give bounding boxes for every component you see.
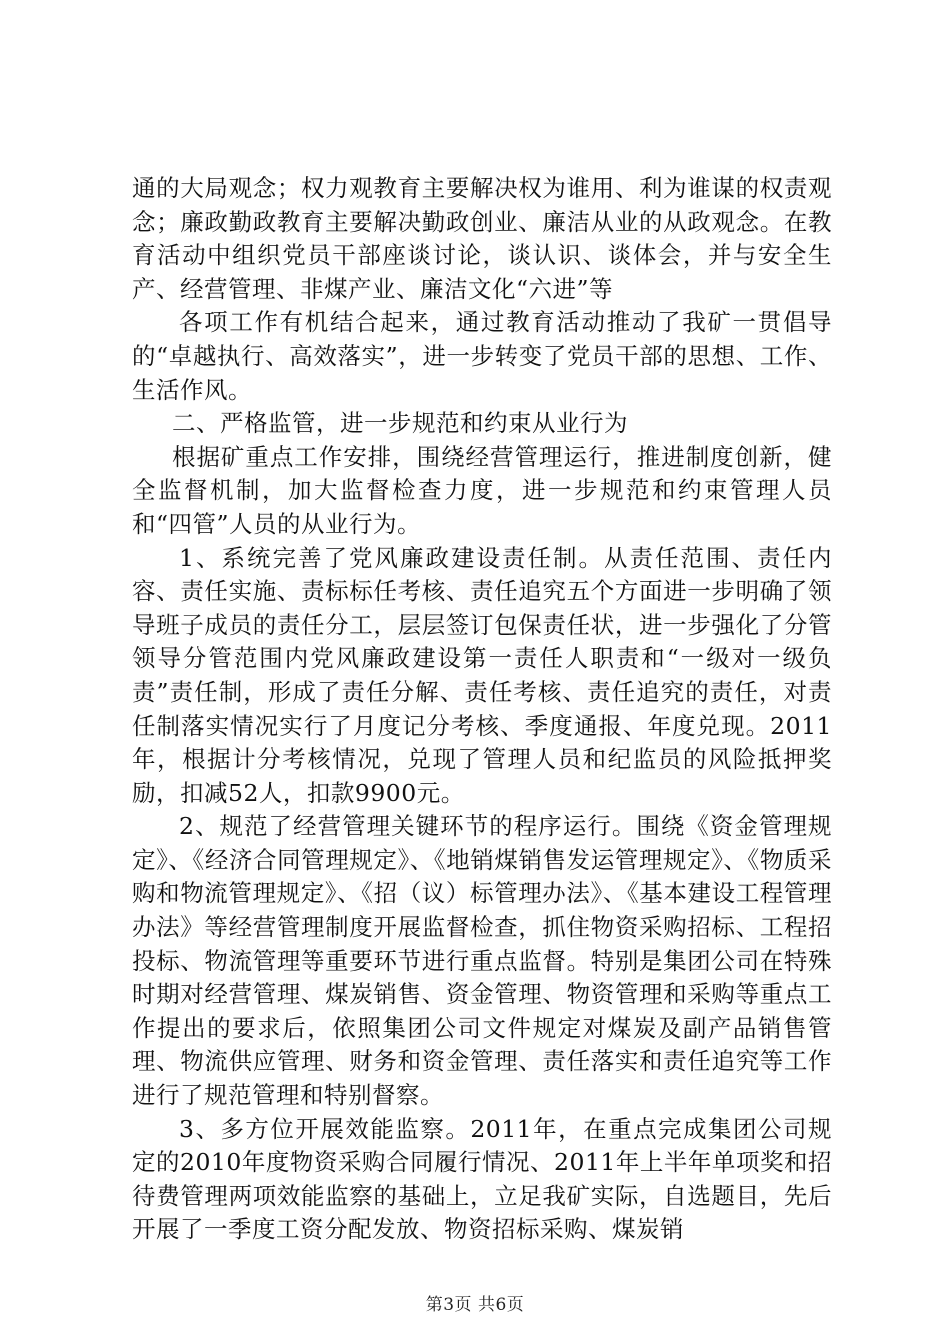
paragraph: 各项工作有机结合起来，通过教育活动推动了我矿一贯倡导的“卓越执行、高效落实”，进一步转变了党员干部的思想、工作、生活作风。 bbox=[132, 308, 832, 404]
paragraph: 3、多方位开展效能监察。2011年，在重点完成集团公司规定的2010年度物资采购合同履行情况、2011年上半年单项奖和招待费管理两项效能监察的基础上，立足我矿实际，自选题目，先后开展了一季度工资分配发放、物资招标采购、煤炭销 bbox=[132, 1114, 832, 1244]
paragraph: 1、系统完善了党风廉政建设责任制。从责任范围、责任内容、责任实施、责标标任考核、责任追究五个方面进一步明确了领导班子成员的责任分工，层层签订包保责任状，进一步强化了分管领导分管范围内党风廉政建设第一责任人职责和“一级对一级负责”责任制，形成了责任分解、责任考核、责任追究的责任，对责任制落实情况实行了月度记分考核、季度通报、年度兑现。2011年，根据计分考核情况，兑现了管理人员和纪监员的风险抵押奖励，扣减52人，扣款9900元。 bbox=[132, 543, 832, 807]
paragraph: 根据矿重点工作安排，围绕经营管理运行，推进制度创新，健全监督机制，加大监督检查力度，进一步规范和约束管理人员和“四管”人员的从业行为。 bbox=[132, 442, 832, 538]
paragraph-continuation: 通的大局观念；权力观教育主要解决权为谁用、利为谁谋的权责观念；廉政勤政教育主要解决勤政创业、廉洁从业的从政观念。在教育活动中组织党员干部座谈讨论，谈认识、谈体会，并与安全生产、经营管理、非煤产业、廉洁文化“六进”等 bbox=[132, 174, 832, 303]
page-number-footer: 第3页 共6页 bbox=[425, 1295, 525, 1315]
section-heading: 二、严格监管，进一步规范和约束从业行为 bbox=[172, 409, 628, 438]
paragraph: 2、规范了经营管理关键环节的程序运行。围绕《资金管理规定》、《经济合同管理规定》、《地销煤销售发运管理规定》、《物质采购和物流管理规定》、《招（议）标管理办法》、《基本建设工程管理办法》等经营管理制度开展监督检查，抓住物资采购招标、工程招投标、物流管理等重要环节进行重点监督。特别是集团公司在特殊时期对经营管理、煤炭销售、资金管理、物资管理和采购等重点工作提出的要求后，依照集团公司文件规定对煤炭及副产品销售管理、物流供应管理、财务和资金管理、责任落实和责任追究等工作进行了规范管理和特别督察。 bbox=[132, 812, 832, 1110]
document-body bbox=[132, 172, 832, 1247]
